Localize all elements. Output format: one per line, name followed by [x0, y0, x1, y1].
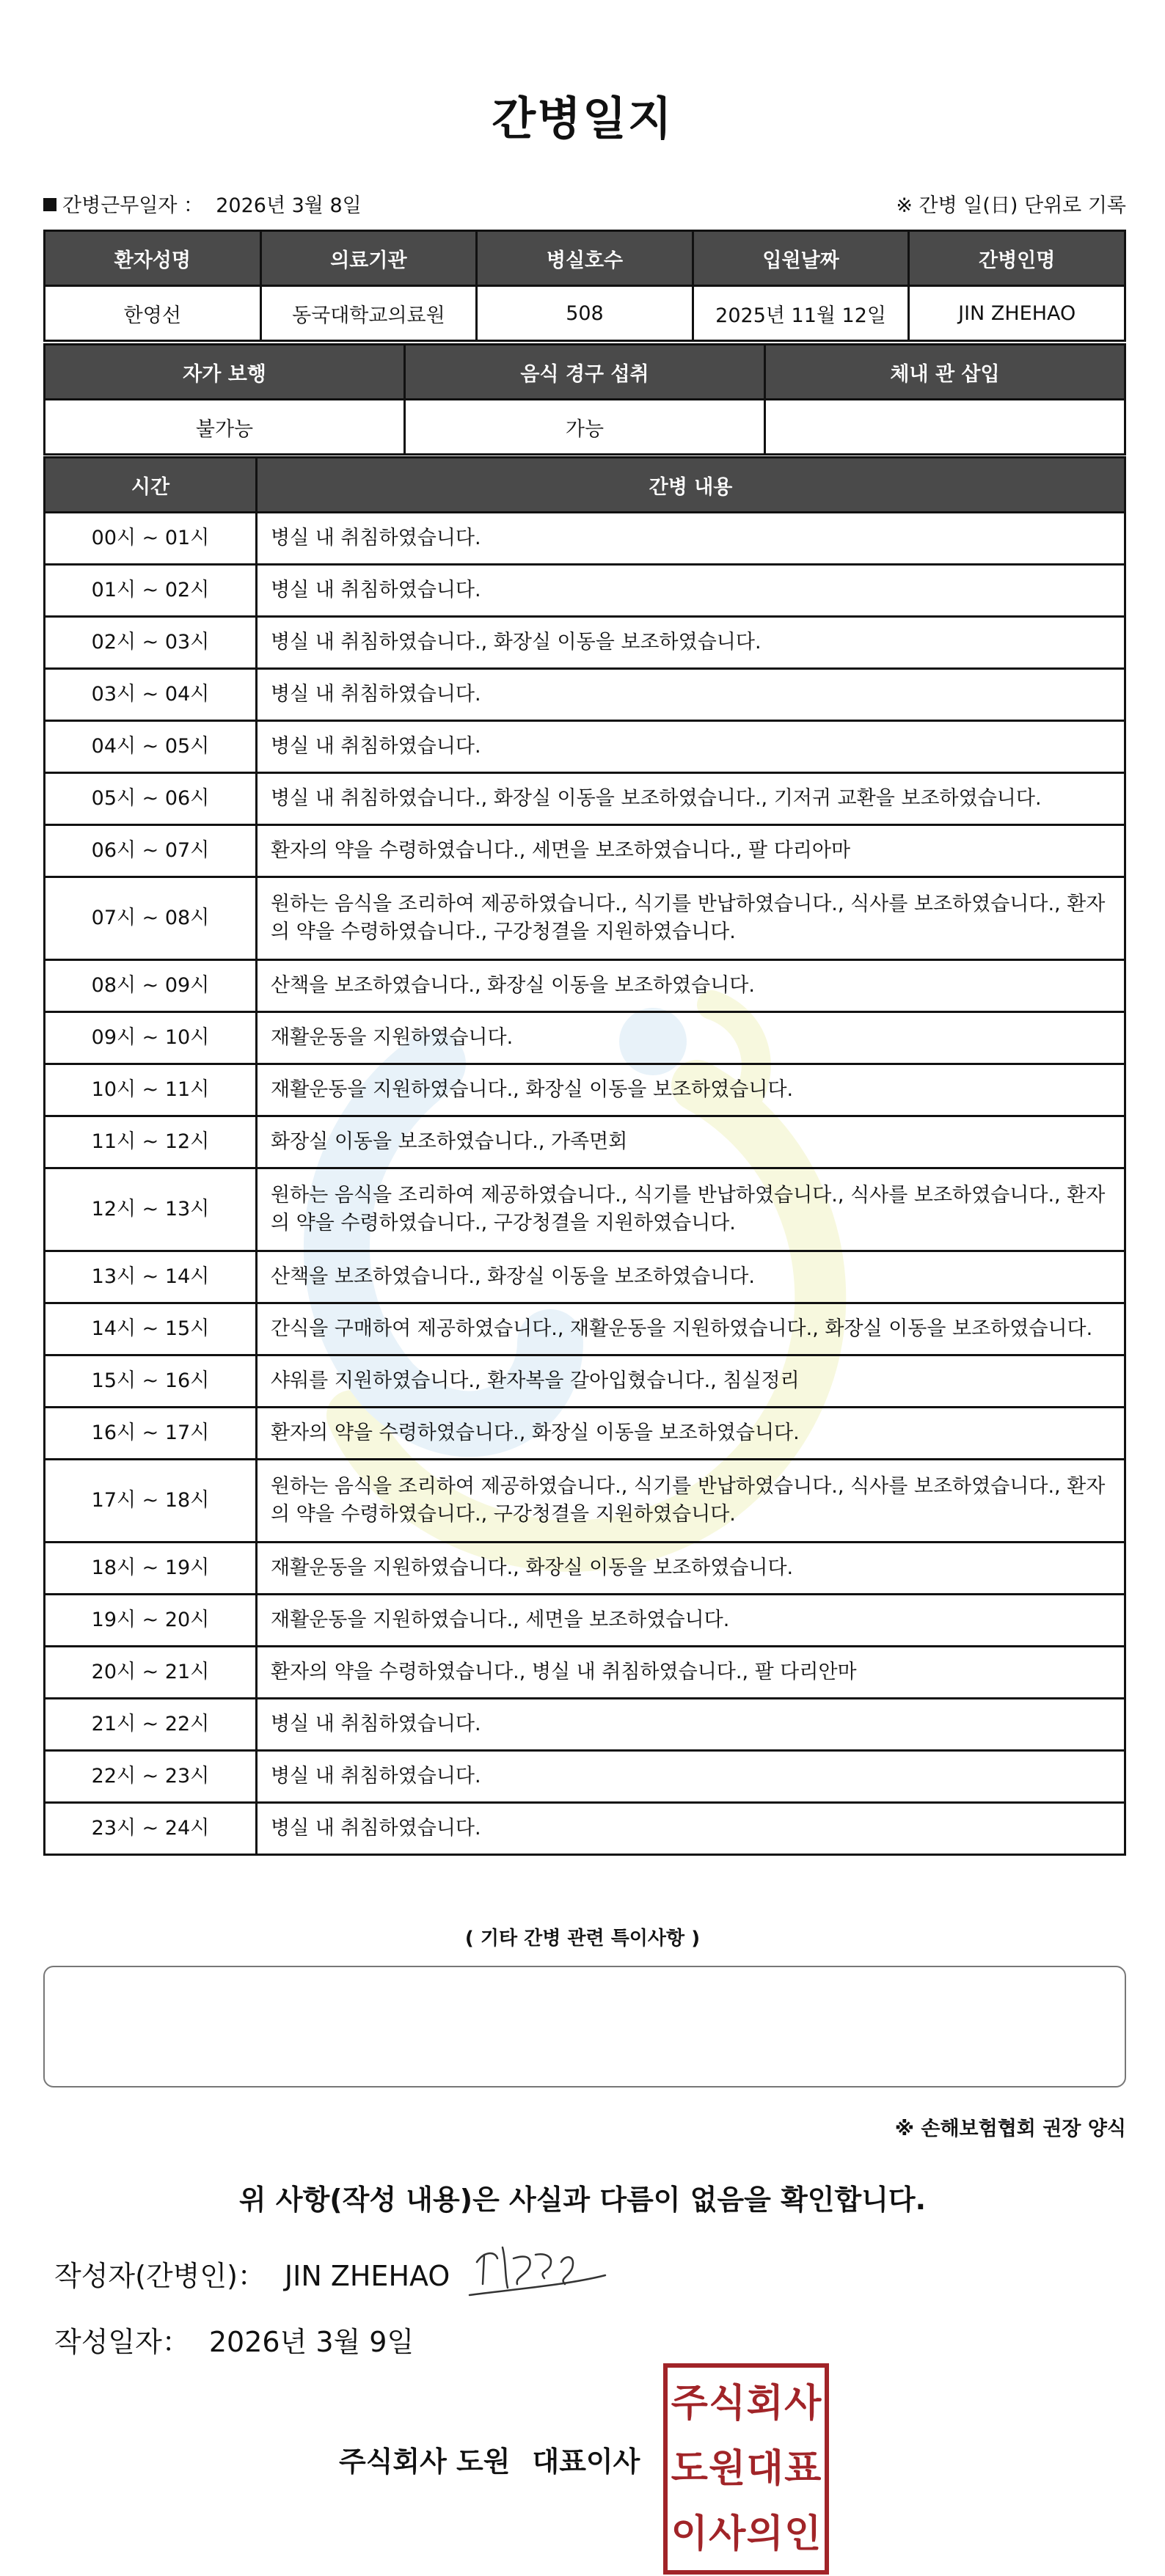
- seal-char: 사: [709, 2511, 746, 2557]
- log-content: 원하는 음식을 조리하여 제공하였습니다., 식기를 반납하였습니다., 식사를 보조하였습니다., 환자의 약을 수령하였습니다., 구강청결을 지원하였습니다.: [257, 1168, 1125, 1251]
- company-line: [339, 2439, 640, 2479]
- writer-line: [54, 2253, 450, 2294]
- log-content: 재활운동을 지원하였습니다., 화장실 이동을 보조하였습니다.: [257, 1543, 1125, 1595]
- log-time: 23시 ~ 24시: [45, 1803, 257, 1855]
- status-header-oral-intake: 음식 경구 섭취: [405, 345, 765, 400]
- log-content: 병실 내 취침하였습니다.: [257, 669, 1125, 721]
- log-time: 11시 ~ 12시: [45, 1116, 257, 1168]
- log-content: 병실 내 취침하였습니다.: [257, 565, 1125, 617]
- seal-char: 원: [709, 2445, 746, 2491]
- log-time: 10시 ~ 11시: [45, 1064, 257, 1116]
- patient-info-table: [43, 230, 1126, 342]
- table-row: [45, 1116, 1125, 1168]
- written-date-label: 작성일자：: [54, 2326, 190, 2358]
- table-row: [45, 1803, 1125, 1855]
- table-row: [45, 1595, 1125, 1647]
- log-time: 17시 ~ 18시: [45, 1460, 257, 1543]
- written-date-line: [54, 2319, 414, 2360]
- log-time: 15시 ~ 16시: [45, 1355, 257, 1408]
- log-content: 병실 내 취침하였습니다.: [257, 1751, 1125, 1803]
- log-time: 01시 ~ 02시: [45, 565, 257, 617]
- seal-char: 주: [671, 2380, 708, 2426]
- seal-char: 대: [746, 2445, 784, 2491]
- log-time: 03시 ~ 04시: [45, 669, 257, 721]
- log-content: 병실 내 취침하였습니다.: [257, 1699, 1125, 1751]
- log-content: 병실 내 취침하였습니다.: [257, 1803, 1125, 1855]
- status-header-walking: 자가 보행: [45, 345, 405, 400]
- log-content: 산책을 보조하였습니다., 화장실 이동을 보조하였습니다.: [257, 960, 1125, 1012]
- log-time: 05시 ~ 06시: [45, 773, 257, 825]
- log-time: 18시 ~ 19시: [45, 1543, 257, 1595]
- special-notes-title: ( 기타 간병 관련 특이사항 ): [464, 1928, 701, 1950]
- info-header-patient: 환자성명: [45, 231, 261, 286]
- log-header-content: 간병 내용: [257, 458, 1125, 513]
- patient-status-table: [43, 343, 1126, 455]
- log-time: 02시 ~ 03시: [45, 617, 257, 669]
- tube-status: [765, 400, 1125, 455]
- care-log-table: [43, 456, 1126, 1856]
- confirmation-statement: 위 사항(작성 내용)은 사실과 다름이 없음을 확인합니다.: [238, 2184, 927, 2216]
- table-row: [45, 1251, 1125, 1303]
- seal-char: 도: [671, 2445, 708, 2491]
- table-row: [45, 1699, 1125, 1751]
- table-row: [45, 669, 1125, 721]
- table-row: [45, 1408, 1125, 1460]
- company-role: 대표이사: [532, 2445, 640, 2478]
- log-content: 샤워를 지원하였습니다., 환자복을 갈아입혔습니다., 침실정리: [257, 1355, 1125, 1408]
- company-seal-stamp-icon: [663, 2363, 829, 2575]
- table-row: [45, 721, 1125, 773]
- table-row: [45, 565, 1125, 617]
- log-content: 화장실 이동을 보조하였습니다., 가족면회: [257, 1116, 1125, 1168]
- caregiver-name: JIN ZHEHAO: [909, 286, 1125, 341]
- table-row: [45, 1355, 1125, 1408]
- log-time: 20시 ~ 21시: [45, 1647, 257, 1699]
- log-content: 원하는 음식을 조리하여 제공하였습니다., 식기를 반납하였습니다., 식사를 보조하였습니다., 환자의 약을 수령하였습니다., 구강청결을 지원하였습니다.: [257, 877, 1125, 960]
- log-content: 병실 내 취침하였습니다.: [257, 513, 1125, 565]
- seal-char: 표: [784, 2445, 822, 2491]
- info-header-caregiver: 간병인명: [909, 231, 1125, 286]
- table-row: [45, 960, 1125, 1012]
- log-time: 09시 ~ 10시: [45, 1012, 257, 1064]
- table-row: [45, 1303, 1125, 1355]
- log-time: 06시 ~ 07시: [45, 825, 257, 877]
- log-content: 병실 내 취침하였습니다., 화장실 이동을 보조하였습니다.: [257, 617, 1125, 669]
- log-time: 19시 ~ 20시: [45, 1595, 257, 1647]
- log-content: 병실 내 취침하였습니다., 화장실 이동을 보조하였습니다., 기저귀 교환을 보조하였습니다.: [257, 773, 1125, 825]
- info-value-row: [45, 286, 1125, 341]
- table-row: [45, 1168, 1125, 1251]
- status-value-row: [45, 400, 1125, 455]
- seal-char: 의: [746, 2511, 784, 2557]
- log-content: 원하는 음식을 조리하여 제공하였습니다., 식기를 반납하였습니다., 식사를 보조하였습니다., 환자의 약을 수령하였습니다., 구강청결을 지원하였습니다.: [257, 1460, 1125, 1543]
- seal-char: 식: [709, 2380, 746, 2426]
- table-row: [45, 1064, 1125, 1116]
- log-time: 07시 ~ 08시: [45, 877, 257, 960]
- seal-char: 인: [784, 2511, 822, 2557]
- status-header-row: [45, 345, 1125, 400]
- seal-char: 사: [784, 2380, 822, 2426]
- table-row: [45, 877, 1125, 960]
- seal-char: 이: [671, 2511, 708, 2557]
- log-time: 22시 ~ 23시: [45, 1751, 257, 1803]
- table-row: [45, 1543, 1125, 1595]
- log-content: 환자의 약을 수령하였습니다., 화장실 이동을 보조하였습니다.: [257, 1408, 1125, 1460]
- log-time: 21시 ~ 22시: [45, 1699, 257, 1751]
- insurer-recommended-form-note: ※ 손해보험협회 권장 양식: [894, 2118, 1126, 2140]
- log-time: 13시 ~ 14시: [45, 1251, 257, 1303]
- table-row: [45, 825, 1125, 877]
- page-title: 간병일지: [492, 92, 673, 145]
- walking-status: 불가능: [45, 400, 405, 455]
- table-row: [45, 513, 1125, 565]
- log-time: 04시 ~ 05시: [45, 721, 257, 773]
- work-date: [43, 189, 362, 218]
- log-time: 00시 ~ 01시: [45, 513, 257, 565]
- table-row: [45, 773, 1125, 825]
- written-date-value: 2026년 3월 9일: [208, 2326, 414, 2358]
- log-header-row: [45, 458, 1125, 513]
- writer-label: 작성자(간병인)：: [54, 2260, 266, 2292]
- admission-date: 2025년 11월 12일: [693, 286, 909, 341]
- table-row: [45, 1012, 1125, 1064]
- work-date-value: 2026년 3월 8일: [216, 194, 362, 217]
- log-time: 08시 ~ 09시: [45, 960, 257, 1012]
- log-time: 14시 ~ 15시: [45, 1303, 257, 1355]
- log-content: 재활운동을 지원하였습니다.: [257, 1012, 1125, 1064]
- seal-char: 회: [746, 2380, 784, 2426]
- patient-name: 한영선: [45, 286, 261, 341]
- writer-name: JIN ZHEHAO: [284, 2260, 450, 2292]
- record-unit-note: ※ 간병 일(日) 단위로 기록: [896, 194, 1126, 217]
- table-row: [45, 1647, 1125, 1699]
- handwritten-signature-icon: [462, 2233, 609, 2306]
- log-time: 16시 ~ 17시: [45, 1408, 257, 1460]
- table-row: [45, 1751, 1125, 1803]
- hospital-name: 동국대학교의료원: [260, 286, 477, 341]
- log-content: 환자의 약을 수령하였습니다., 세면을 보조하였습니다., 팔 다리아마: [257, 825, 1125, 877]
- info-header-row: [45, 231, 1125, 286]
- log-content: 산책을 보조하였습니다., 화장실 이동을 보조하였습니다.: [257, 1251, 1125, 1303]
- info-header-room: 병실호수: [477, 231, 693, 286]
- log-content: 재활운동을 지원하였습니다., 세면을 보조하였습니다.: [257, 1595, 1125, 1647]
- log-content: 병실 내 취침하였습니다.: [257, 721, 1125, 773]
- log-content: 재활운동을 지원하였습니다., 화장실 이동을 보조하였습니다.: [257, 1064, 1125, 1116]
- log-header-time: 시간: [45, 458, 257, 513]
- table-row: [45, 617, 1125, 669]
- special-notes-box: [43, 1966, 1126, 2087]
- info-header-admission: 입원날짜: [693, 231, 909, 286]
- square-bullet-icon: [43, 198, 56, 211]
- room-number: 508: [477, 286, 693, 341]
- log-time: 12시 ~ 13시: [45, 1168, 257, 1251]
- table-row: [45, 1460, 1125, 1543]
- status-header-tube: 체내 관 삽입: [765, 345, 1125, 400]
- log-content: 간식을 구매하여 제공하였습니다., 재활운동을 지원하였습니다., 화장실 이동을 보조하였습니다.: [257, 1303, 1125, 1355]
- log-content: 환자의 약을 수령하였습니다., 병실 내 취침하였습니다., 팔 다리안마: [257, 1647, 1125, 1699]
- work-date-label: 간병근무일자 ：: [62, 194, 204, 217]
- oral-intake-status: 가능: [405, 400, 765, 455]
- info-header-hospital: 의료기관: [260, 231, 477, 286]
- company-name: 주식회사 도원: [339, 2445, 511, 2478]
